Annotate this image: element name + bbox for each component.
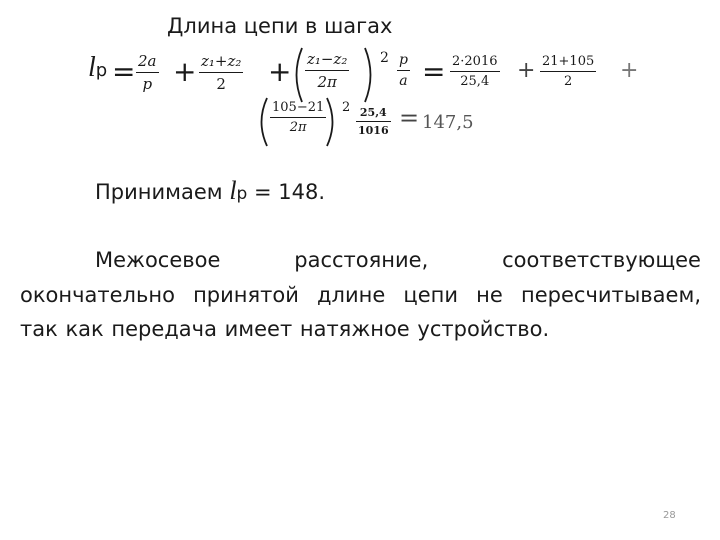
fraction-denominator: p xyxy=(142,75,153,94)
fraction-denominator: 2 xyxy=(563,74,573,90)
fraction-bar xyxy=(540,71,596,72)
exponent: 2 xyxy=(342,100,351,115)
fraction-numerator: 21+105 xyxy=(542,54,595,69)
right-parenthesis xyxy=(362,46,378,104)
fraction-denominator: 25,4 xyxy=(460,74,490,90)
fraction-bar xyxy=(397,70,410,71)
fraction-denominator: 2π xyxy=(289,120,307,136)
accept-suffix: = 148. xyxy=(247,180,326,204)
fraction-numerator: p xyxy=(399,52,408,68)
fraction-eval-2 xyxy=(540,54,596,89)
plus-sign: + xyxy=(620,58,639,83)
fraction-bar xyxy=(136,72,159,73)
accept-line xyxy=(95,176,325,206)
left-parenthesis xyxy=(254,96,270,148)
accept-subscript: р xyxy=(236,184,248,204)
paragraph-word: Межосевое xyxy=(95,248,221,272)
paragraph-line-1 xyxy=(95,243,701,278)
plus-sign: + xyxy=(173,55,197,88)
fraction-bar xyxy=(305,70,349,71)
formula-lhs xyxy=(88,52,107,84)
formula-result: 147,5 xyxy=(422,112,474,133)
fraction-numerator: 2·2016 xyxy=(452,54,498,69)
fraction-denominator: 2 xyxy=(216,75,226,94)
equals-sign: = xyxy=(399,104,420,132)
plus-sign: + xyxy=(517,58,536,83)
fraction-numerator: z₁+z₂ xyxy=(201,52,242,70)
equals-sign: = xyxy=(422,55,446,88)
fraction-numerator: 105−21 xyxy=(272,100,325,115)
fraction-numerator: 2a xyxy=(138,52,157,70)
paragraph-word: расстояние, xyxy=(294,248,429,272)
fraction-eval-4 xyxy=(356,106,391,137)
fraction-eval-1 xyxy=(450,54,500,89)
fraction-bar xyxy=(356,121,391,122)
exponent: 2 xyxy=(380,50,389,66)
paragraph-line-2: окончательно принятой длине цепи не пересчитываем, xyxy=(20,283,701,307)
fraction-p-over-a xyxy=(397,52,410,89)
fraction-bar xyxy=(450,71,500,72)
fraction-denominator: 2π xyxy=(317,73,337,92)
slide-title: Длина цепи в шагах xyxy=(167,14,393,38)
fraction-denominator: 1016 xyxy=(358,124,389,138)
accept-symbol: l xyxy=(229,176,237,205)
lhs-symbol: l xyxy=(88,52,96,83)
fraction-bar xyxy=(270,117,326,118)
right-parenthesis xyxy=(324,96,340,148)
fraction-2a-over-p xyxy=(136,52,159,93)
fraction-numerator: z₁−z₂ xyxy=(307,50,348,68)
left-parenthesis xyxy=(289,46,305,104)
paragraph-line-3: так как передача имеет натяжное устройство. xyxy=(20,317,550,341)
fraction-numerator: 25,4 xyxy=(359,106,387,119)
accept-prefix: Принимаем xyxy=(95,180,223,204)
fraction-eval-3 xyxy=(270,100,326,135)
fraction-denominator: a xyxy=(399,73,408,90)
fraction-sum-z xyxy=(199,52,243,93)
plus-sign: + xyxy=(268,55,292,88)
lhs-subscript: р xyxy=(95,60,108,81)
paragraph-word: соответствующее xyxy=(502,248,701,272)
equals-sign: = xyxy=(112,55,136,88)
fraction-diff-z xyxy=(305,50,349,91)
page-number: 28 xyxy=(663,510,676,521)
fraction-bar xyxy=(199,72,243,73)
